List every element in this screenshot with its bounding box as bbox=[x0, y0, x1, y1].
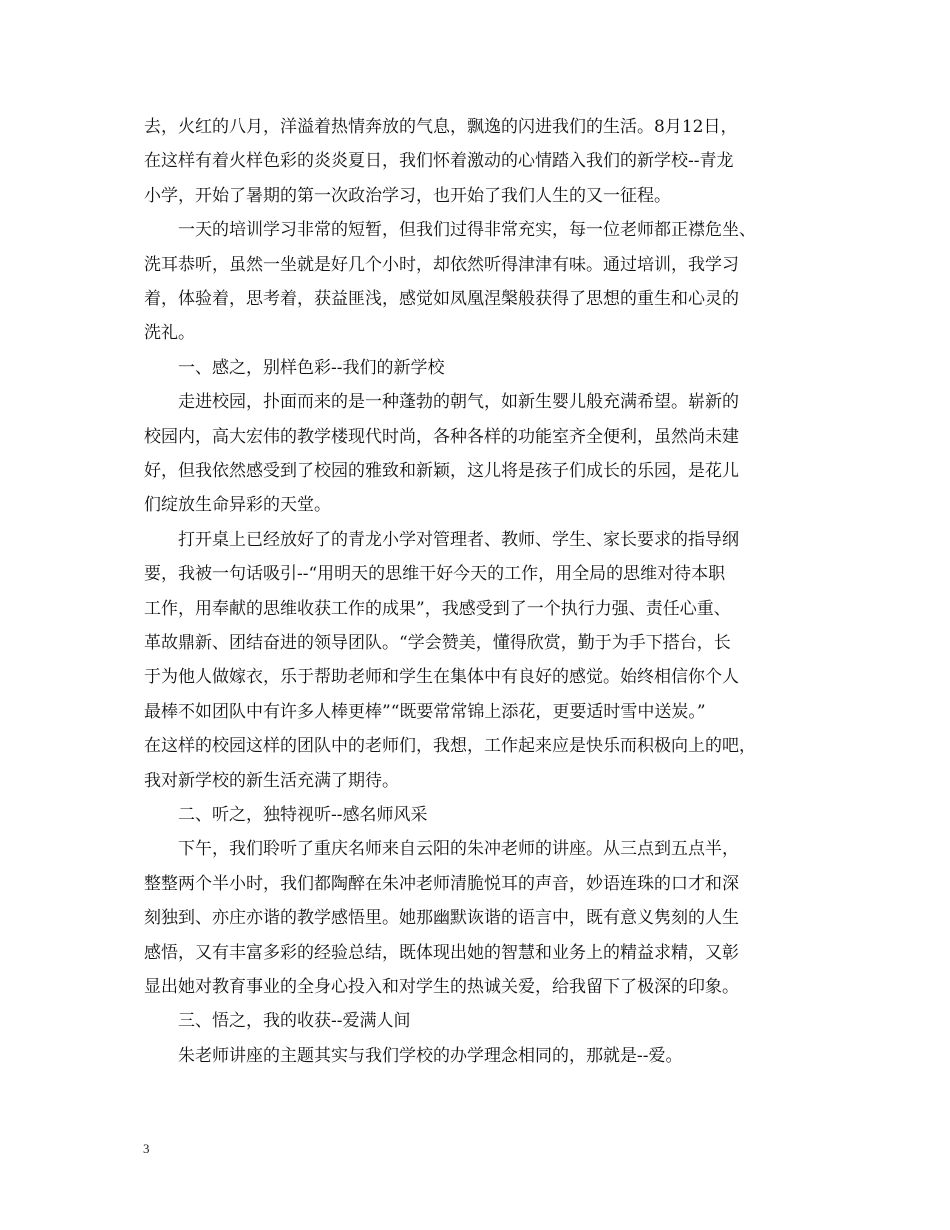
text-line: 走进校园，扑面而来的是一种蓬勃的朝气，如新生婴儿般充满希望。崭新的 bbox=[144, 392, 739, 413]
text-line: 感悟，又有丰富多彩的经验总结，既体现出她的智慧和业务上的精益求精，又彰 bbox=[144, 942, 739, 963]
text-line: 校园内，高大宏伟的教学楼现代时尚，各种各样的功能室齐全便利，虽然尚未建 bbox=[144, 426, 739, 447]
text-line: 在这样有着火样色彩的炎炎夏日，我们怀着激动的心情踏入我们的新学校--青龙 bbox=[144, 151, 734, 172]
text-line: 们绽放生命异彩的天堂。 bbox=[144, 495, 331, 516]
text-line: 下午，我们聆听了重庆名师来自云阳的朱冲老师的讲座。从三点到五点半， bbox=[144, 839, 739, 860]
text-line: 着，体验着，思考着，获益匪浅，感觉如凤凰涅槃般获得了思想的重生和心灵的 bbox=[144, 289, 739, 309]
text-line: 打开桌上已经放好了的青龙小学对管理者、教师、学生、家长要求的指导纲 bbox=[144, 529, 739, 550]
text-line: 工作，用奉献的思维收获工作的成果”，我感受到了一个执行力强、责任心重、 bbox=[144, 598, 731, 619]
page-number: 3 bbox=[143, 1141, 150, 1156]
text-line: 一、感之，别样色彩--我们的新学校 bbox=[144, 357, 445, 378]
text-line: 于为他人做嫁衣，乐于帮助老师和学生在集体中有良好的感觉。始终相信你个人 bbox=[144, 667, 739, 688]
text-line: 在这样的校园这样的团队中的老师们，我想，工作起来应是快乐而积极向上的吧， bbox=[144, 736, 756, 757]
text-line: 革故鼎新、团结奋进的领导团队。“学会赞美，懂得欣赏，勤于为手下搭台，长 bbox=[144, 633, 731, 653]
text-line: 好，但我依然感受到了校园的雅致和新颖，这儿将是孩子们成长的乐园，是花儿 bbox=[144, 461, 739, 481]
text-line: 朱老师讲座的主题其实与我们学校的办学理念相同的，那就是--爱。 bbox=[144, 1045, 683, 1066]
text-line: 整整两个半小时，我们都陶醉在朱冲老师清脆悦耳的声音，妙语连珠的口才和深 bbox=[144, 873, 739, 894]
text-line: 显出她对教育事业的全身心投入和对学生的热诚关爱，给我留下了极深的印象。 bbox=[144, 977, 739, 997]
text-line: 三、悟之，我的收获--爱满人间 bbox=[144, 1011, 411, 1032]
text-line: 洗礼。 bbox=[144, 323, 195, 344]
text-line: 去，火红的八月，洋溢着热情奔放的气息，飘逸的闪进我们的生活。8月12日， bbox=[144, 117, 738, 137]
text-line: 二、听之，独特视听--感名师风采 bbox=[144, 805, 428, 825]
text-line: 洗耳恭听，虽然一坐就是好几个小时，却依然听得津津有味。通过培训，我学习 bbox=[144, 254, 739, 275]
text-line: 一天的培训学习非常的短暂，但我们过得非常充实，每一位老师都正襟危坐、 bbox=[144, 220, 756, 241]
text-line: 小学，开始了暑期的第一次政治学习，也开始了我们人生的又一征程。 bbox=[144, 185, 671, 206]
text-line: 最棒不如团队中有许多人棒更棒”“既要常常锦上添花，更要适时雪中送炭。” bbox=[144, 701, 706, 722]
text-line: 刻独到、亦庄亦谐的教学感悟里。她那幽默诙谐的语言中，既有意义隽刻的人生 bbox=[144, 908, 739, 929]
text-line: 要，我被一句话吸引--“用明天的思维干好今天的工作，用全局的思维对待本职 bbox=[144, 564, 726, 585]
text-line: 我对新学校的新生活充满了期待。 bbox=[144, 770, 399, 791]
